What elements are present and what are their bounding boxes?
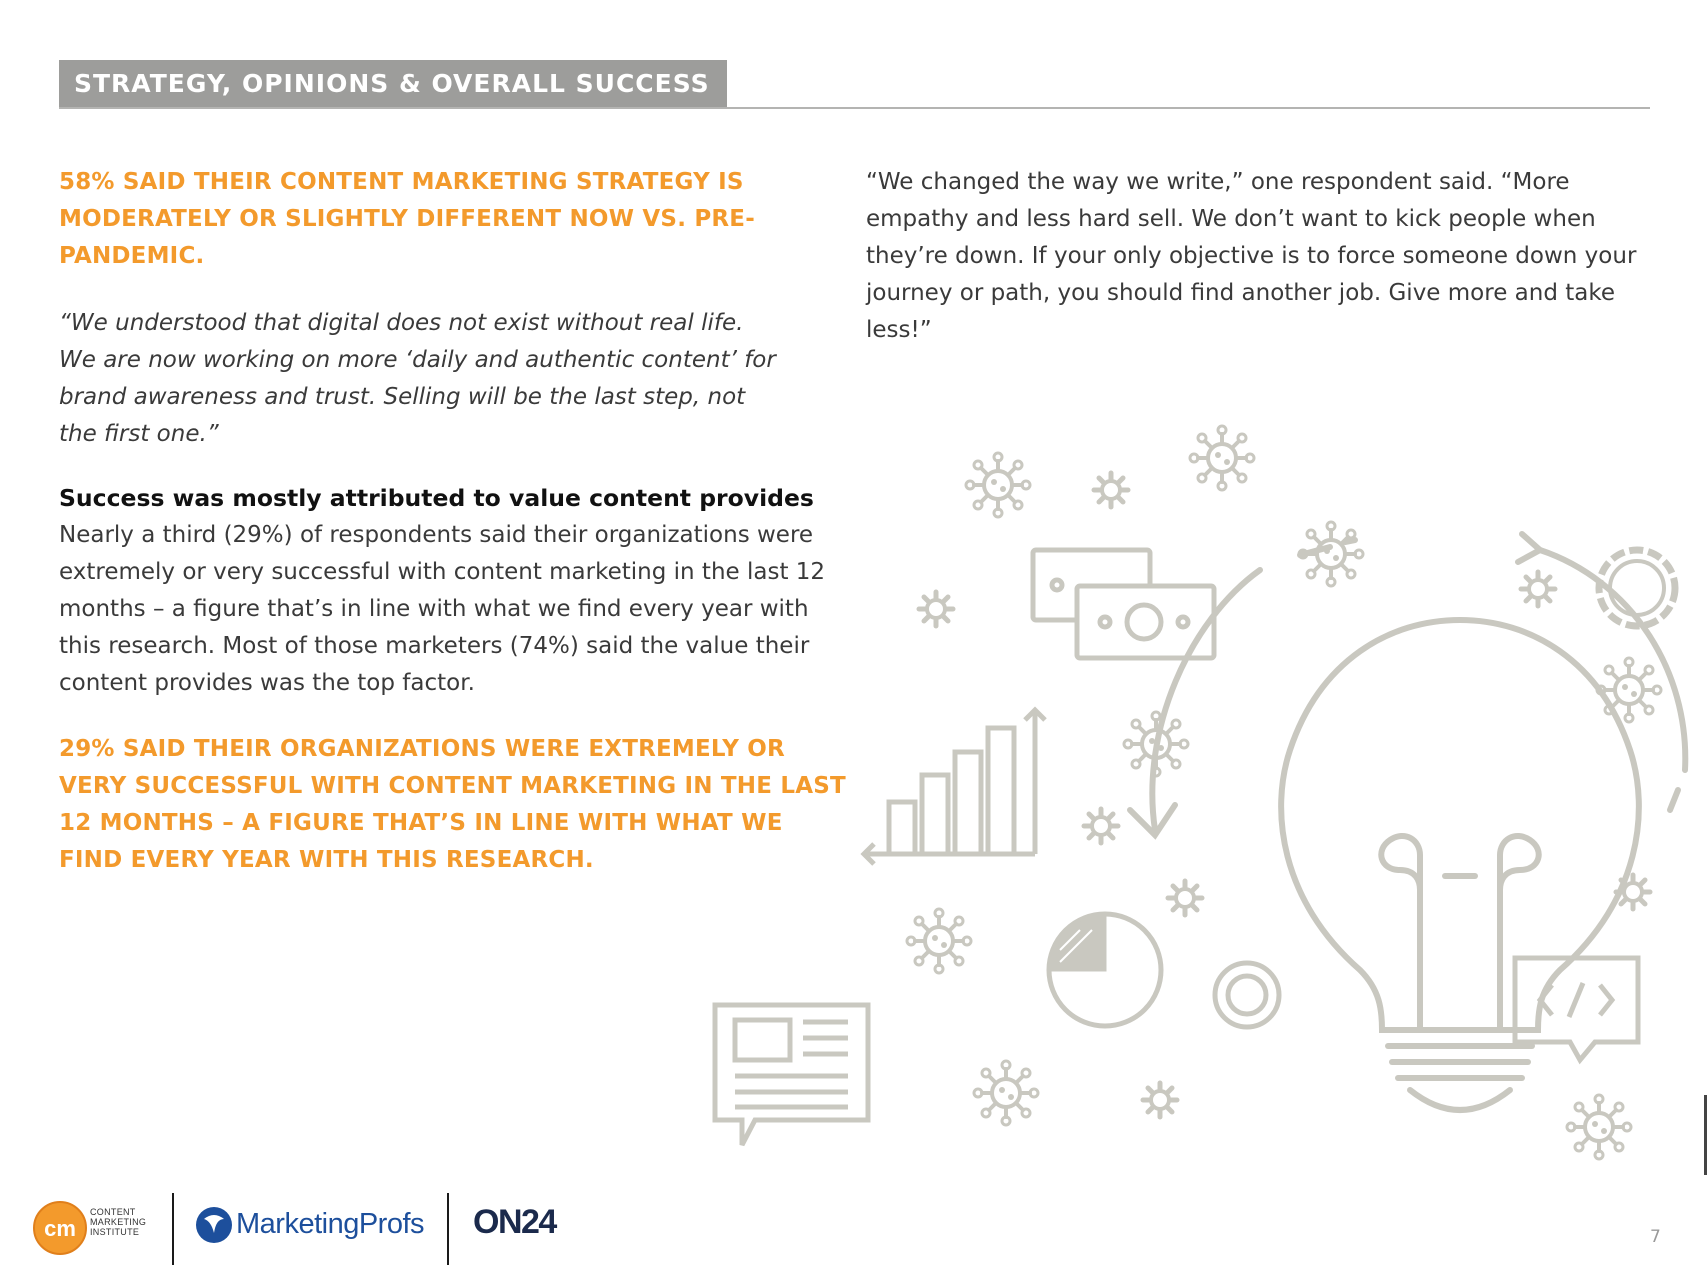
target-icon [1215, 963, 1279, 1027]
virus-icon [1597, 658, 1661, 722]
footer-divider [172, 1193, 174, 1265]
article-icon [715, 1005, 868, 1145]
section-divider [59, 107, 1650, 109]
respondent-quote-digital: “We understood that digital does not exist without real life. We are now working on more ‘daily and authentic content’ for brand awareness and trust. Selling will be the last step, not the first one.” [59, 310, 776, 447]
gear-icon [1168, 881, 1202, 915]
gear-icon [919, 592, 953, 626]
cmi-logo-text: CONTENT MARKETING INSTITUTE [90, 1207, 147, 1237]
svg-text:cm: cm [44, 1216, 76, 1241]
virus-icon [1190, 426, 1254, 490]
virus-icon [974, 1061, 1038, 1125]
page-number: 7 [1650, 1227, 1661, 1247]
callout-strategy-change: 58% SAID THEIR CONTENT MARKETING STRATEGY IS MODERATELY OR SLIGHTLY DIFFERENT NOW VS. PRE-PANDEMIC. [59, 169, 755, 269]
cmi-logo [32, 1200, 172, 1260]
section-title: STRATEGY, OPINIONS & OVERALL SUCCESS [59, 60, 727, 108]
success-subheading: Success was mostly attributed to value content provides [59, 484, 814, 512]
right-column [866, 164, 1656, 349]
cycle-arrow-icon [1130, 534, 1685, 835]
marketingprofs-wordmark: MarketingProfs [236, 1208, 425, 1240]
lightbulb-icon [1281, 620, 1639, 1110]
money-icon [1033, 550, 1214, 658]
marketingprofs-mark [194, 1205, 234, 1245]
success-body-text: Nearly a third (29%) of respondents said their organizations were extremely or very successful with content marketing in the last 12 months – a figure that’s in line with what we find every year with this research. Most of those marketers (74%) said the value their content provides was the top factor. [59, 522, 826, 696]
on24-logo: ON24 [473, 1203, 556, 1241]
gear-icon [1143, 1083, 1177, 1117]
respondent-quote-empathy: “We changed the way we write,” one respondent said. “More empathy and less hard sell. We don’t want to kick people when they’re down. If your only objective is to force someone down your journey or path, you should find another job. Give more and take less!” [866, 169, 1637, 343]
callout-success-rate: 29% SAID THEIR ORGANIZATIONS WERE EXTREMELY OR VERY SUCCESSFUL WITH CONTENT MARKETING IN THE LAST 12 MONTHS – A FIGURE THAT’S IN LINE WITH WHAT WE FIND EVERY YEAR WITH THIS RESEARCH. [59, 736, 846, 873]
gear-icon [1084, 809, 1118, 843]
gear-icon [1094, 473, 1128, 507]
page-footer [0, 1185, 1707, 1280]
virus-icon [907, 909, 971, 973]
bar-chart-icon [864, 710, 1045, 864]
cmi-logo-mark [32, 1200, 88, 1256]
virus-icon [1567, 1095, 1631, 1159]
content-marketing-illustration [700, 410, 1707, 1190]
virus-icon [966, 453, 1030, 517]
footer-divider [447, 1193, 449, 1265]
pie-chart-icon [1049, 914, 1161, 1026]
gear-icon [1521, 572, 1555, 606]
